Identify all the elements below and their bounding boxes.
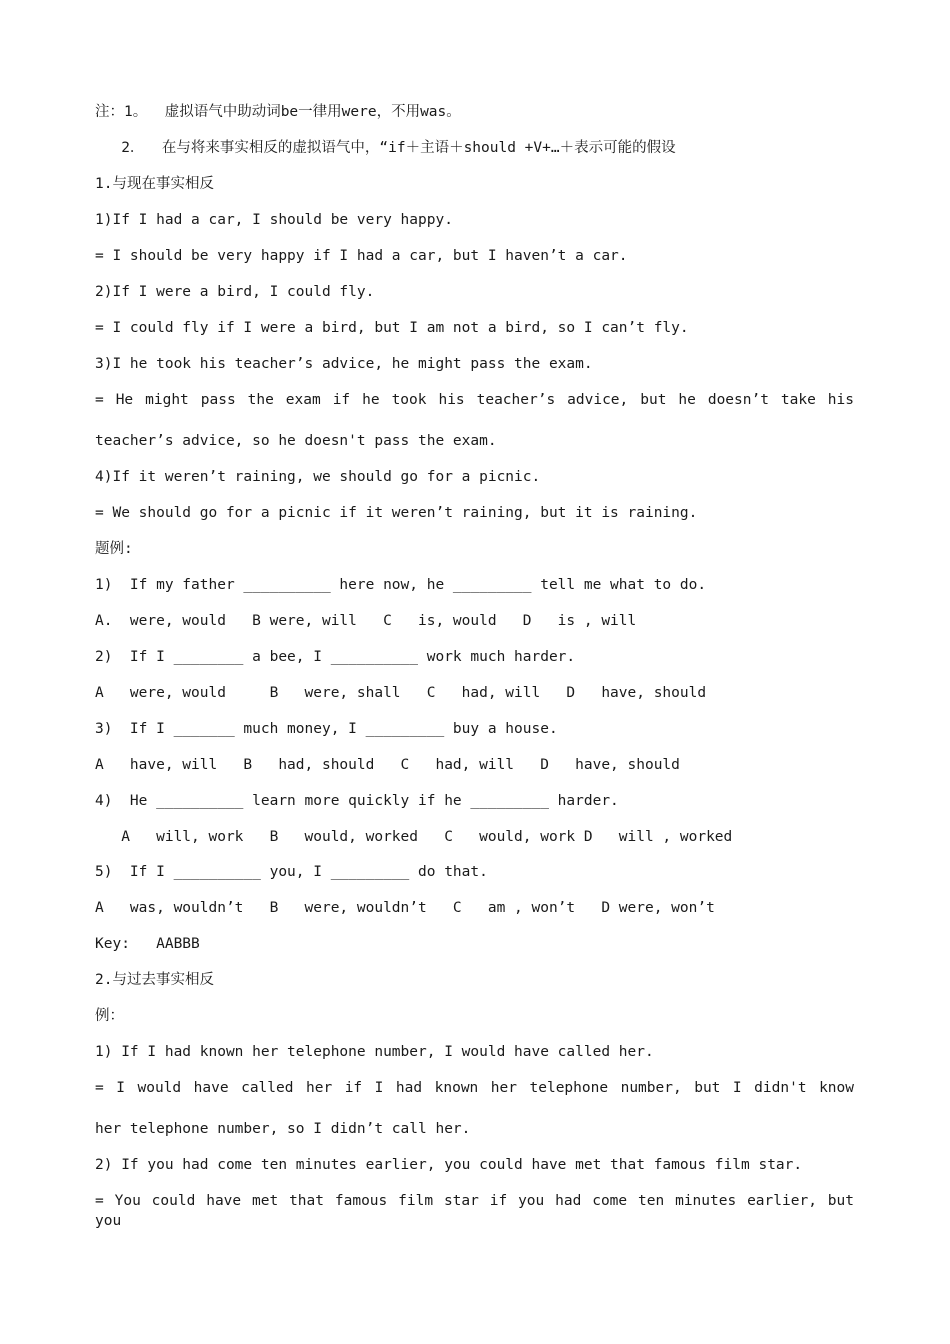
answer-options: A. were, would B were, will C is, would D is , will [95,613,637,629]
example-sentence: 4)If it weren’t raining, we should go for a picnic. [95,469,541,485]
answer-options: A will, work B would, worked C would, work D will , worked [95,829,733,845]
answer-options: A have, will B had, should C had, will D have, should [95,757,680,773]
example-paraphrase: = I could fly if I were a bird, but I am not a bird, so I can’t fly. [95,320,689,336]
example-paraphrase: = You could have met that famous film star if you had come ten minutes earlier, but you [95,1193,854,1229]
example-paraphrase: = I should be very happy if I had a car, but I haven’t a car. [95,248,628,264]
question: 2) If I ________ a bee, I __________ work much harder. [95,649,576,665]
question: 4) He __________ learn more quickly if he _________ harder. [95,793,619,809]
example-sentence: 3)I he took his teacher’s advice, he might pass the exam. [95,356,593,372]
section-heading-present: 1.与现在事实相反 [95,176,214,192]
answer-options: A were, would B were, shall C had, will D have, should [95,685,707,701]
example-paraphrase: = He might pass the exam if he took his teacher’s advice, but he doesn’t take his [95,392,854,408]
example-paraphrase-continued: teacher’s advice, so he doesn't pass the exam. [95,433,497,449]
note-line-1: 注：1。 虚拟语气中助动词be一律用were，不用was。 [95,104,461,120]
question: 3) If I _______ much money, I _________ buy a house. [95,721,558,737]
note-line-2: 2． 在与将来事实相反的虚拟语气中，“if＋主语＋should +V+…＋表示可能的假设 [95,140,676,156]
example-paraphrase: = We should go for a picnic if it weren’t raining, but it is raining. [95,505,698,521]
example-paraphrase-continued: her telephone number, so I didn’t call her. [95,1121,471,1137]
example-sentence: 2)If I were a bird, I could fly. [95,284,375,300]
example-sentence: 1)If I had a car, I should be very happy. [95,212,453,228]
example-sentence: 1) If I had known her telephone number, I would have called her. [95,1044,654,1060]
answer-key: Key: AABBB [95,936,200,952]
example-heading: 例： [95,1008,124,1024]
question: 5) If I __________ you, I _________ do that. [95,864,488,880]
example-paraphrase: = I would have called her if I had known her telephone number, but I didn't know [95,1080,854,1096]
section-heading-past: 2.与过去事实相反 [95,972,214,988]
example-sentence: 2) If you had come ten minutes earlier, you could have met that famous film star. [95,1157,803,1173]
answer-options: A was, wouldn’t B were, wouldn’t C am , won’t D were, won’t [95,900,715,916]
question: 1) If my father __________ here now, he _________ tell me what to do. [95,577,707,593]
exercise-heading: 题例: [95,541,133,557]
